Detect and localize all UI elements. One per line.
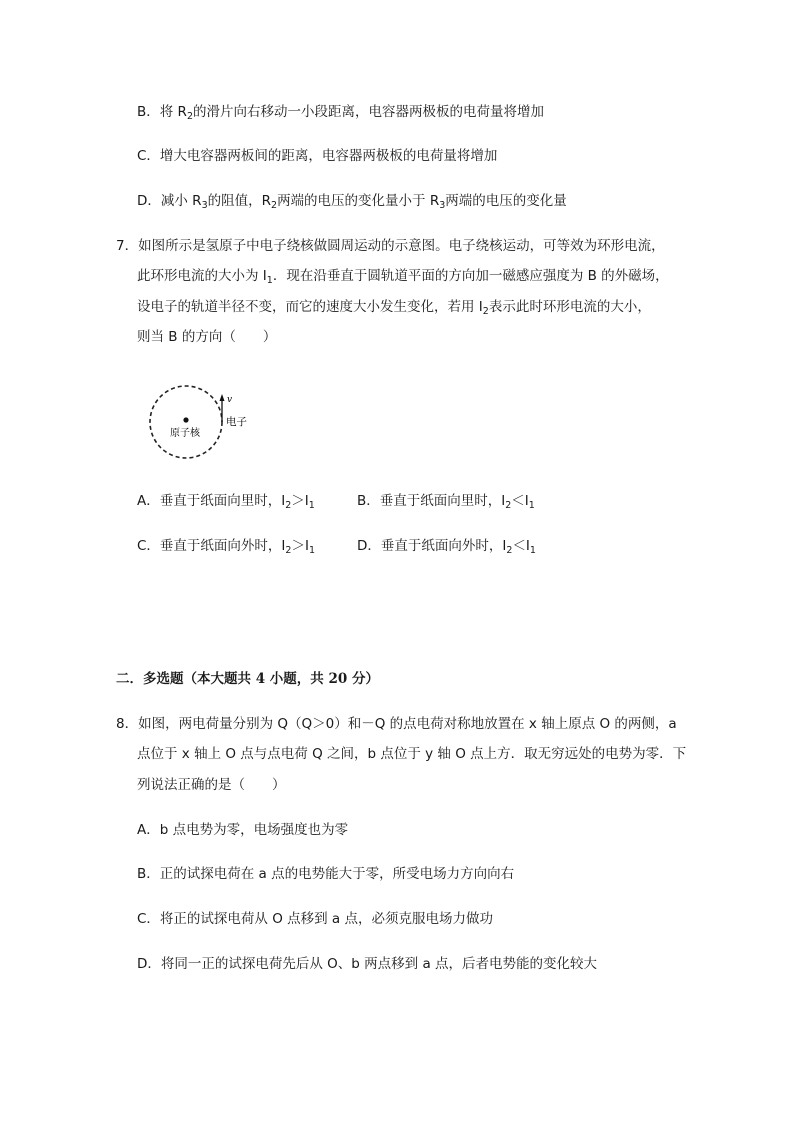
- nucleus-dot: [183, 417, 188, 422]
- q7-option-c: C．垂直于纸面向外时，$I_2>I_1$: [137, 538, 315, 556]
- velocity-arrowhead: [220, 394, 225, 401]
- q8-stem-line2: 点位于 x 轴上 O 点与点电荷 Q 之间，b 点位于 y 轴 O 点上方．取无穷远处的电势为零．下: [137, 746, 687, 762]
- electron-label: 电子: [226, 416, 247, 428]
- q7-option-a: A．垂直于纸面向里时，$I_2>I_1$: [137, 493, 315, 511]
- q7-option-d: D．垂直于纸面向外时，$I_2<I_1$: [357, 538, 536, 556]
- q6-option-d: D．减小 $R_3$的阻值，$R_2$两端的电压的变化量小于 $R_3$两端的电压的变化量: [137, 193, 567, 211]
- nucleus-label: 原子核: [170, 428, 200, 439]
- atom-orbit-figure: [148, 382, 260, 464]
- q7-option-b: B．垂直于纸面向里时，$I_2<I_1$: [357, 493, 535, 511]
- q7-stem-line2: 此环形电流的大小为 $I_1$．现在沿垂直于圆轨道平面的方向加一磁感应强度为 B 的外磁场，: [137, 268, 669, 286]
- q8-option-a: A．b 点电势为零，电场强度也为零: [137, 822, 349, 838]
- q7-stem-line1: 7．如图所示是氢原子中电子绕核做圆周运动的示意图。电子绕核运动，可等效为环形电流，: [116, 238, 665, 254]
- q8-stem-line1: 8．如图，两电荷量分别为 Q（Q＞0）和－Q 的点电荷对称地放置在 x 轴上原点 O 的两侧，a: [116, 716, 677, 732]
- q7-stem-line4: 则当 B 的方向（ ）: [137, 329, 277, 345]
- q8-option-c: C．将正的试探电荷从 O 点移到 a 点，必须克服电场力做功: [137, 911, 493, 927]
- q8-option-d: D．将同一正的试探电荷先后从 O、b 两点移到 a 点，后者电势能的变化较大: [137, 956, 598, 972]
- q7-stem-line3: 设电子的轨道半径不变，而它的速度大小发生变化，若用 $I_2$表示此时环形电流的大小，: [137, 299, 651, 317]
- q8-option-b: B．正的试探电荷在 a 点的电势能大于零，所受电场力方向向右: [137, 866, 515, 882]
- q8-stem-line3: 列说法正确的是（ ）: [137, 777, 286, 793]
- q6-option-b: B．将 $R_2$的滑片向右移动一小段距离，电容器两极板的电荷量将增加: [137, 104, 544, 122]
- velocity-label: v: [227, 395, 233, 405]
- section-heading-multiple-choice: 二．多选题（本大题共 4 小题，共 20 分）: [116, 671, 379, 687]
- q6-option-c: C．增大电容器两板间的距离，电容器两极板的电荷量将增加: [137, 148, 498, 164]
